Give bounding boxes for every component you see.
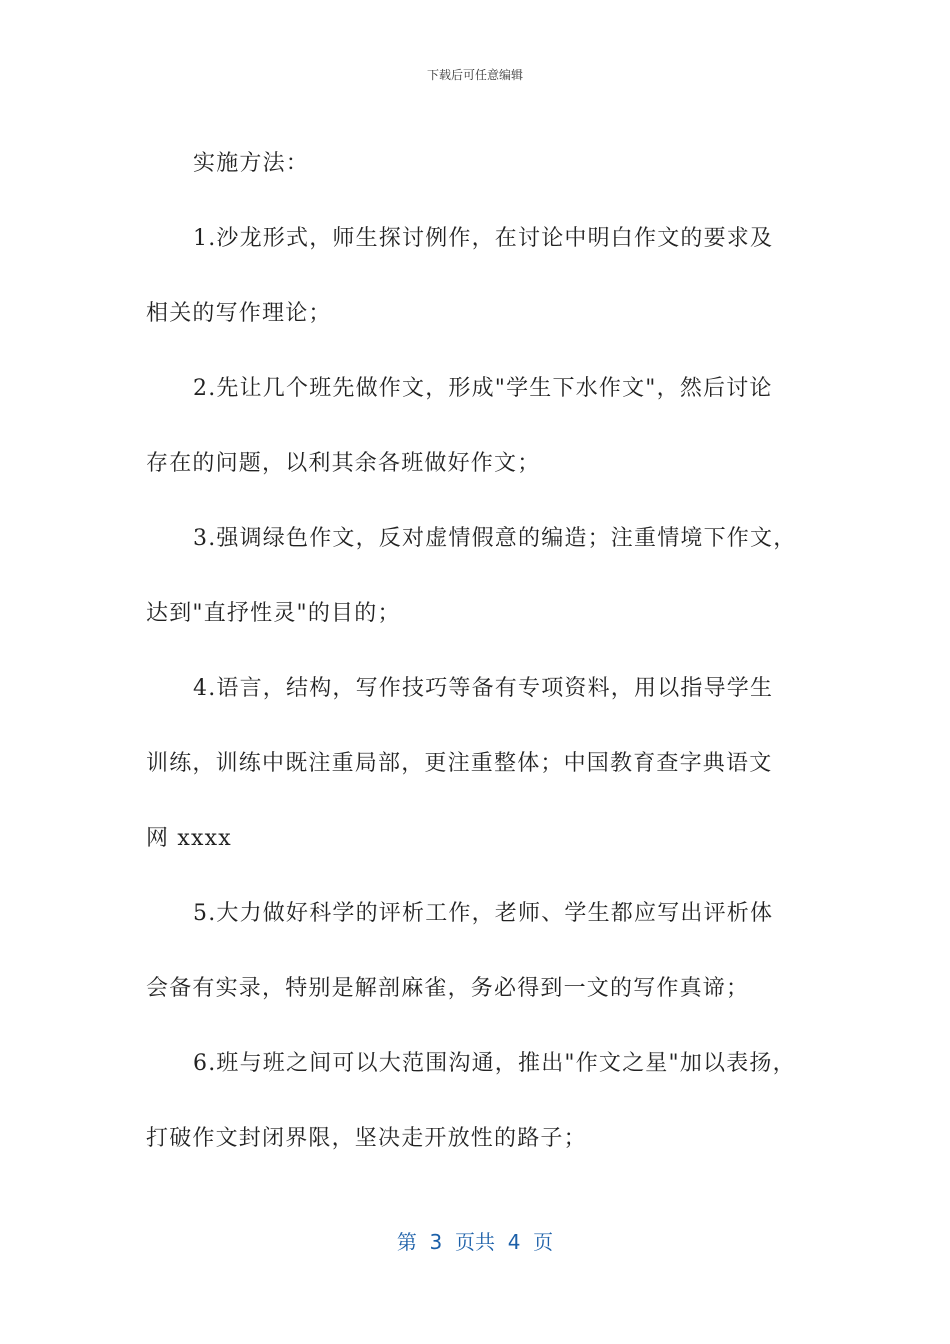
paragraph-line: 存在的问题，以利其余各班做好作文； <box>146 451 541 476</box>
section-heading: 实施方法： <box>193 151 310 176</box>
paragraph-line: 打破作文封闭界限，坚决走开放性的路子； <box>146 1126 587 1151</box>
paragraph-line: 1.沙龙形式，师生探讨例作，在讨论中明白作文的要求及 <box>193 226 774 251</box>
paragraph-line: 训练，训练中既注重局部，更注重整体；中国教育查字典语文 <box>146 751 773 776</box>
page-header: 下载后可任意编辑 <box>426 68 523 82</box>
paragraph-line: 5.大力做好科学的评析工作，老师、学生都应写出评析体 <box>193 901 774 926</box>
paragraph-line: 3.强调绿色作文，反对虚情假意的编造；注重情境下作文， <box>193 526 797 551</box>
paragraph-line: 6.班与班之间可以大范围沟通，推出"作文之星"加以表扬， <box>193 1051 796 1076</box>
paragraph-line: 相关的写作理论； <box>146 301 332 326</box>
paragraph-line: 4.语言，结构，写作技巧等备有专项资料，用以指导学生 <box>193 676 774 701</box>
paragraph-line: 会备有实录，特别是解剖麻雀，务必得到一文的写作真谛； <box>146 976 750 1001</box>
paragraph-line: 达到"直抒性灵"的目的； <box>146 601 401 626</box>
document-body <box>146 126 806 1176</box>
page-footer-page-number: 第 3 页共 4 页 <box>396 1230 554 1254</box>
paragraph-line: 2.先让几个班先做作文，形成"学生下水作文"，然后讨论 <box>193 376 773 401</box>
paragraph-line: 网 xxxx <box>146 826 232 851</box>
